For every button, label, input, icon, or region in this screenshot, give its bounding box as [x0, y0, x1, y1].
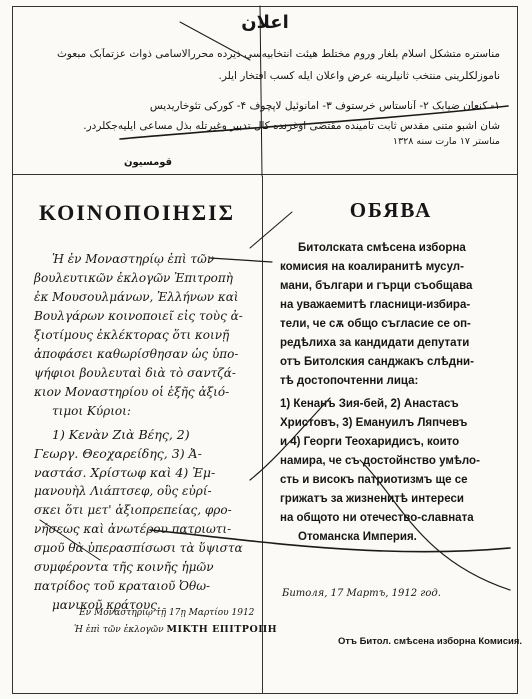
greek-line: σκει ὅτι μετ' ἀξιοπρεπείας, φρο-	[34, 503, 232, 517]
greek-line: βουλευτικῶν ἐκλογῶν Ἐπιτροπὴ	[34, 271, 233, 285]
bulgarian-line: и 4) Георги Теохаридисъ, които	[280, 436, 460, 448]
ottoman-date: مناستر ۱۷ مارت سنه ۱۳۲۸	[392, 136, 500, 147]
greek-title: ΚΟΙΝΟΠΟΙΗΣΙΣ	[38, 200, 236, 225]
bulgarian-body	[268, 239, 514, 547]
greek-signature-block	[74, 624, 277, 635]
greek-date: Ἐν Μοναστηρίῳ τῇ 17ῃ Μαρτίου 1912	[78, 608, 255, 618]
bulgarian-line: отъ Битолския санджакъ слѣдни-	[280, 356, 474, 368]
bulgarian-line: Отоманска Империя.	[298, 531, 417, 543]
greek-line: ξιοτίμους ἐκλέκτορας ὅτι κοινῇ	[34, 328, 230, 342]
greek-line: Γεωργ. Θεοχαρείδης, 3) Ἀ-	[34, 446, 202, 461]
section-divider	[12, 174, 518, 175]
bulgarian-line: комисия на коалиранитѣ мусул-	[280, 261, 464, 273]
greek-line: Βουλγάρων κοινοποιεῖ εἰς τοὺς ἀ-	[34, 309, 243, 323]
ottoman-signature: قومسیون	[124, 157, 173, 168]
greek-line: ἐκ Μουσουλμάνων, Ἑλλήνων καὶ	[34, 290, 239, 304]
bulgarian-line: грижатъ за жизненитѣ интереси	[280, 493, 464, 505]
bulgarian-column	[268, 176, 523, 647]
bulgarian-line: сть и високъ патриотизмъ ще се	[280, 474, 468, 486]
ottoman-section	[12, 6, 518, 174]
bulgarian-line: Христовъ, 3) Емануилъ Ляпчевъ	[280, 417, 468, 429]
bulgarian-date: Битоля, 17 Мартъ, 1912 год.	[282, 588, 441, 599]
bulgarian-line: мани, българи и гърци съобщава	[280, 280, 473, 292]
greek-line: κιον Μοναστηρίου οἱ ἑξῆς ἀξιό-	[34, 385, 230, 399]
greek-line: Ἡ ἐν Μοναστηρίῳ ἐπὶ τῶν	[52, 252, 215, 266]
greek-line: 1) Κενὰν Ζιὰ Βέης, 2)	[52, 427, 190, 442]
greek-signature-prefix: Ἡ ἐπὶ τῶν ἐκλογῶν	[74, 625, 164, 635]
ottoman-line: ناموزلکلرینی منتخب ثانیلرینه عرض واعلان ایله کسب افتخار ایلر.	[218, 70, 500, 82]
ottoman-line: شان اشبو متنی مقدس ثابت تامینده مقتضی اوغرنده کال تدبیر وغیرتله بذل مساعی ایلیه‌جکلردر.	[83, 120, 500, 132]
greek-line: συμφέροντα τῆς κοινῆς ἡμῶν	[34, 560, 214, 574]
bulgarian-signature: Отъ Битол. смѣсена изборна Комисия.	[338, 636, 523, 647]
bulgarian-line: на уважаемитѣ гласници-избира-	[280, 299, 471, 311]
greek-line: τιμοι Κύριοι:	[52, 404, 131, 418]
ottoman-title: اعلان	[241, 12, 289, 33]
column-divider	[262, 176, 263, 694]
greek-line: ναστάσ. Χρίστωφ καὶ 4) Ἐμ-	[34, 465, 216, 480]
greek-line: μανουὴλ Λιάπτσεφ, οὓς εὐρί-	[34, 484, 212, 498]
bulgarian-line: тѣ достопочтенни лица:	[280, 375, 419, 387]
bulgarian-line: на общото ни отечество-славната	[280, 512, 474, 524]
greek-signature: ΜΙΚΤΗ ΕΠΙΤΡΟΠΗ	[166, 624, 278, 635]
bulgarian-line: намира, че съ достойнство умѣло-	[280, 455, 480, 467]
greek-line: πατρίδος τοῦ κραταιοῦ Ὀθω-	[34, 579, 211, 593]
greek-column	[16, 176, 278, 635]
greek-body	[16, 250, 258, 615]
bulgarian-line: тели, че сѫ общо съгласие се оп-	[280, 318, 471, 330]
greek-line: ἀποφάσει καθωρίσθησαν ὡς ὑπο-	[34, 347, 239, 361]
greek-line: μανικοῦ κράτους.	[52, 598, 161, 612]
bulgarian-line: редѣлиха за кандидати депутати	[280, 337, 470, 349]
ottoman-line: ۱- کنعان ضیابک ۲- آناستاس خرستوف ۳- امانوئیل لاپچوف ۴- کورکی تئوخاریدیس	[149, 100, 500, 112]
bulgarian-line: 1) Кенанъ Зия-бей, 2) Анастасъ	[280, 398, 459, 410]
bulgarian-title: ОБЯВА	[349, 198, 433, 222]
greek-line: ψήφιοι βουλευταὶ διὰ τὸ σαντζά-	[34, 366, 236, 380]
bulgarian-line: Битолската смѣсена изборна	[298, 242, 466, 254]
greek-line: νήσεως καὶ ἀνωτέρου πατριωτι-	[34, 522, 232, 536]
ottoman-line: مناستره متشکل اسلام بلغار وروم مختلط هیئت انتخابیه‌سی ذیرده محررالاسامی ذوات عزتمآبک مبعوث	[57, 48, 500, 60]
greek-line: σμοῦ θὰ ὑπερασπίσωσι τὰ ὕψιστα	[34, 541, 243, 555]
